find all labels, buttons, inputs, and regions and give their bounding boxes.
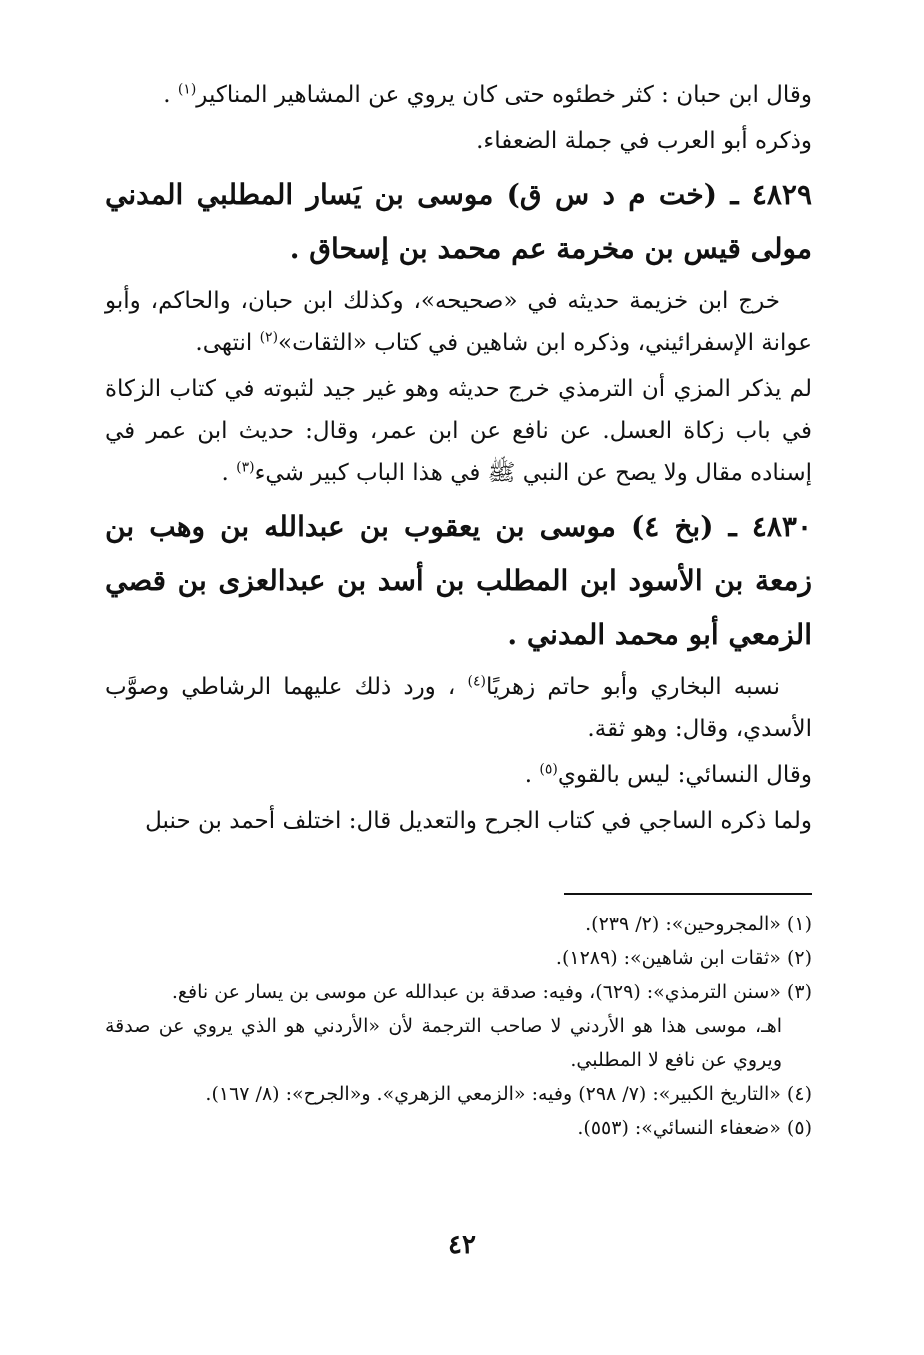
footnote-ref-5[interactable]: (٥) — [539, 761, 558, 778]
paragraph-ibn-khuzayma: خرج ابن خزيمة حديثه في «صحيحه»، وكذلك ابن حبان، والحاكم، وأبو عوانة الإسفرائيني، وذكره ابن شاهين في كتاب «الثقات»$^{(٢)}$ انتهى. — [105, 288, 812, 356]
paragraph-ibn-hibban: وقال ابن حبان : كثر خطئوه حتى كان يروي عن المشاهير المناكير$^{(١)}$ . — [163, 81, 812, 108]
footnote-3: (٣) «سنن الترمذي»: (٦٢٩)، وفيه: صدقة بن عبدالله عن موسى بن يسار عن نافع. — [171, 981, 812, 1003]
footnote-2: (٢) «ثقات ابن شاهين»: (١٢٨٩). — [555, 947, 812, 969]
footnote-divider — [564, 893, 812, 895]
paragraph-nasai: وقال النسائي: ليس بالقوي$^{(٥)}$ . — [524, 761, 812, 788]
footnote-3-continuation: اهـ، موسى هذا هو الأردني لا صاحب الترجمة لأن «الأردني هو الذي يروي عن صدقة ويروي عن نافع لا المطلبي. — [105, 1015, 782, 1071]
paragraph-abu-al-arab: وذكره أبو العرب في جملة الضعفاء. — [476, 128, 812, 154]
footnote-ref-4[interactable]: (٤) — [467, 673, 486, 690]
entry-heading-4829: ٤٨٢٩ ـ (خت م د س ق) موسى بن يَسار المطلبي المدني مولى قيس بن مخرمة عم محمد بن إسحاق . — [105, 178, 812, 265]
paragraph-bukhari: نسبه البخاري وأبو حاتم زهريًا$^{(٤)}$ ، ورد ذلك عليهما الرشاطي وصوَّب الأسدي، وقال: وهو ثقة. — [105, 673, 812, 742]
paragraph-saji: ولما ذكره الساجي في كتاب الجرح والتعديل قال: اختلف أحمد بن حنبل — [145, 808, 812, 834]
footnote-1: (١) «المجروحين»: (٢/ ٢٣٩). — [585, 913, 812, 935]
paragraph-tirmidhi: لم يذكر المزي أن الترمذي خرج حديثه وهو غير جيد لثبوته في كتاب الزكاة في باب زكاة العسل. عن نافع عن ابن عمر، وقال: حديث ابن عمر في إسناده مقال ولا يصح عن النبي ﷺ في هذا الباب كبير شيء$^{(٣)}$ . — [105, 376, 812, 486]
main-text — [105, 74, 812, 842]
page-number: ٤٢ — [448, 1230, 476, 1260]
footnote-ref-2[interactable]: (٢) — [259, 329, 279, 346]
entry-heading-4830: ٤٨٣٠ ـ (بخ ٤) موسى بن يعقوب بن عبدالله بن وهب بن زمعة بن الأسود ابن المطلب بن أسد بن عبدالعزى بن قصي الزمعي أبو محمد المدني . — [105, 510, 812, 651]
footnote-4: (٤) «التاريخ الكبير»: (٧/ ٢٩٨) وفيه: «الزمعي الزهري». و«الجرح»: (٨/ ١٦٧). — [205, 1083, 812, 1105]
footnotes — [105, 907, 812, 1145]
footnote-ref-1[interactable]: (١) — [177, 81, 197, 98]
footnote-5: (٥) «ضعفاء النسائي»: (٥٥٣). — [577, 1117, 812, 1139]
footnote-ref-3[interactable]: (٣) — [236, 459, 255, 476]
